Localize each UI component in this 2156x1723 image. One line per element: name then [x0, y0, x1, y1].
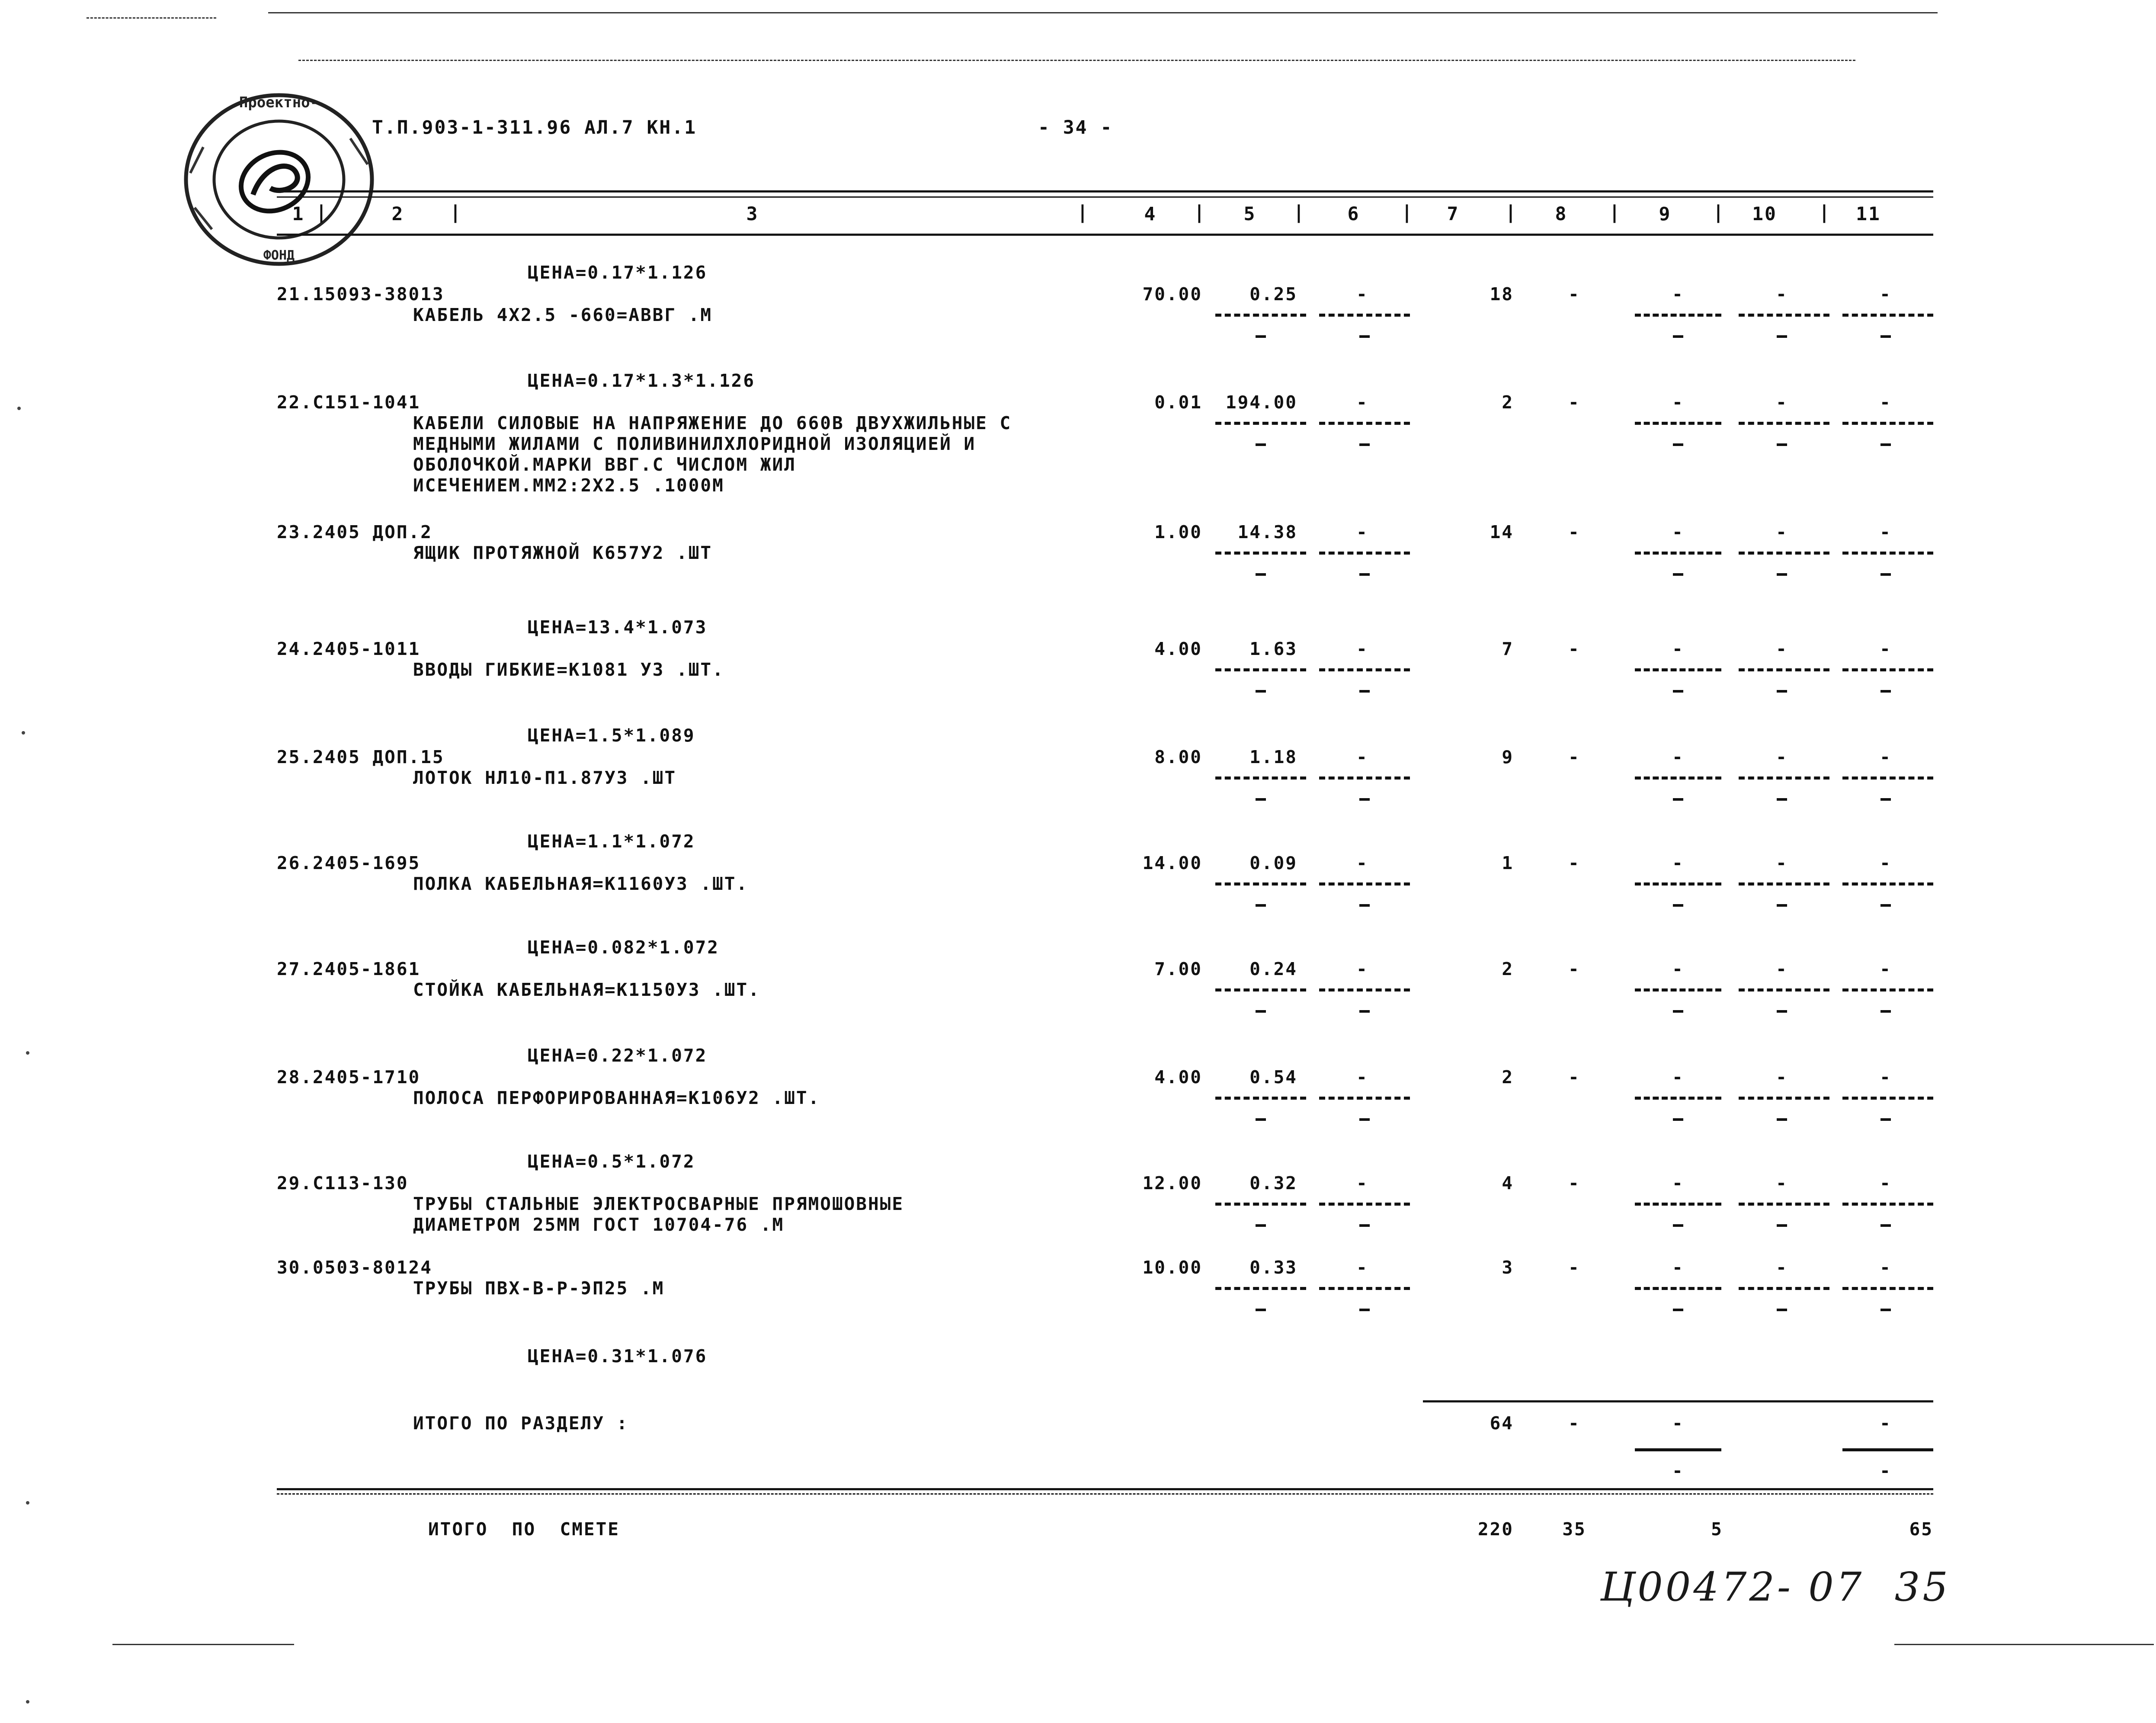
entry-sub-dash-5	[1256, 1309, 1266, 1311]
entry-sub-dash-5	[1256, 1224, 1266, 1227]
entry-underline	[1215, 422, 1306, 425]
entry-sub-dash-6	[1359, 335, 1370, 338]
entry-underline	[1739, 314, 1829, 317]
scan-speck	[26, 1051, 29, 1055]
section-total-underline-9	[1635, 1448, 1721, 1451]
entry-underline	[1319, 776, 1410, 780]
entry-col10: -	[1776, 284, 1788, 305]
entry-underline	[1842, 988, 1933, 991]
entry-underline	[1215, 882, 1306, 886]
entry-sub-dash-10	[1777, 335, 1787, 338]
entry-underline	[1739, 988, 1829, 991]
entry-underline	[1739, 422, 1829, 425]
col-header-7: 7	[1447, 203, 1460, 225]
entry-col10: -	[1776, 959, 1788, 979]
seal-stamp-icon	[177, 87, 381, 273]
entry-description-line: ПОЛКА КАБЕЛЬНАЯ=К1160У3 .ШТ.	[413, 873, 749, 894]
entry-sub-dash-9	[1673, 904, 1683, 907]
scan-speck	[22, 731, 25, 735]
col-header-9: 9	[1659, 203, 1672, 225]
entry-code: 30.0503-80124	[277, 1257, 432, 1278]
price-note: ЦЕНА=0.17*1.126	[528, 262, 708, 283]
price-note: ЦЕНА=0.5*1.072	[528, 1151, 695, 1172]
entry-col10: -	[1776, 853, 1788, 873]
entry-col10: -	[1776, 392, 1788, 413]
entry-underline	[1842, 1287, 1933, 1290]
estimate-total-col9: 5	[1711, 1519, 1723, 1540]
entry-sub-dash-10	[1777, 798, 1787, 801]
entry-col9: -	[1672, 522, 1684, 542]
entry-code: 23.2405 ДОП.2	[277, 522, 432, 542]
entry-unit-price: 0.24	[1249, 959, 1297, 979]
entry-unit-price: 1.63	[1249, 639, 1297, 659]
entry-description-line: КАБЕЛЬ 4Х2.5 -660=АВВГ .М	[413, 305, 713, 325]
section-total-col9: -	[1672, 1413, 1684, 1434]
price-note: ЦЕНА=0.082*1.072	[528, 937, 719, 958]
col-sep: |	[1401, 202, 1414, 223]
entry-unit-price: 0.32	[1249, 1173, 1297, 1194]
entry-code: 27.2405-1861	[277, 959, 421, 979]
entry-description-line: ИСЕЧЕНИЕМ.ММ2:2Х2.5 .1000М	[413, 475, 724, 496]
entry-sub-dash-6	[1359, 1118, 1370, 1121]
col-sep: |	[1819, 202, 1831, 223]
entry-col7: 3	[1502, 1257, 1514, 1278]
entry-col11: -	[1880, 747, 1892, 767]
entry-sub-dash-5	[1256, 798, 1266, 801]
entry-sub-dash-11	[1880, 798, 1891, 801]
entry-sub-dash-5	[1256, 1118, 1266, 1121]
trailing-price-note: ЦЕНА=0.31*1.076	[528, 1346, 708, 1367]
entry-sub-dash-10	[1777, 1224, 1787, 1227]
entry-col6: -	[1356, 392, 1368, 413]
entry-col8: -	[1568, 853, 1580, 873]
entry-unit-price: 0.09	[1249, 853, 1297, 873]
entry-col11: -	[1880, 1257, 1892, 1278]
entry-underline	[1319, 668, 1410, 671]
entry-sub-dash-11	[1880, 335, 1891, 338]
entry-col11: -	[1880, 639, 1892, 659]
entry-underline	[1842, 422, 1933, 425]
entry-underline	[1842, 552, 1933, 555]
entry-col7: 14	[1490, 522, 1514, 542]
price-note: ЦЕНА=1.5*1.089	[528, 725, 695, 746]
entry-sub-dash-6	[1359, 573, 1370, 576]
col-header-8: 8	[1555, 203, 1568, 225]
entry-sub-dash-9	[1673, 1224, 1683, 1227]
page-number: - 34 -	[1038, 117, 1113, 138]
entry-sub-dash-5	[1256, 1010, 1266, 1013]
scan-line-bottom-left	[112, 1644, 294, 1645]
entry-underline	[1635, 1203, 1721, 1206]
entry-qty: 10.00	[1142, 1257, 1202, 1278]
entry-underline	[1215, 776, 1306, 780]
entry-sub-dash-6	[1359, 1010, 1370, 1013]
entry-underline	[1739, 1287, 1829, 1290]
section-total-col8: -	[1568, 1413, 1580, 1434]
entry-underline	[1635, 988, 1721, 991]
entry-qty: 70.00	[1142, 284, 1202, 305]
scan-line-left-corner	[86, 17, 216, 19]
entry-underline	[1635, 552, 1721, 555]
price-note: ЦЕНА=1.1*1.072	[528, 831, 695, 852]
col-header-6: 6	[1347, 203, 1360, 225]
entry-sub-dash-10	[1777, 1010, 1787, 1013]
section-total-rule	[1423, 1400, 1933, 1402]
entry-code: 24.2405-1011	[277, 639, 421, 659]
scan-line-top	[268, 12, 1938, 13]
entry-col9: -	[1672, 853, 1684, 873]
entry-underline	[1739, 668, 1829, 671]
entry-code: 26.2405-1695	[277, 853, 421, 873]
scan-line-top-2	[298, 60, 1855, 61]
section-total-col9-sub: -	[1672, 1460, 1684, 1481]
entry-col11: -	[1880, 392, 1892, 413]
entry-sub-dash-9	[1673, 1118, 1683, 1121]
entry-underline	[1842, 314, 1933, 317]
entry-sub-dash-11	[1880, 1309, 1891, 1311]
entry-sub-dash-6	[1359, 1309, 1370, 1311]
entry-underline	[1635, 422, 1721, 425]
estimate-total-rule	[277, 1488, 1933, 1490]
entry-col6: -	[1356, 1067, 1368, 1088]
entry-underline	[1739, 1203, 1829, 1206]
entry-col6: -	[1356, 959, 1368, 979]
section-total-label: ИТОГО ПО РАЗДЕЛУ :	[413, 1413, 629, 1434]
entry-qty: 7.00	[1154, 959, 1202, 979]
entry-col11: -	[1880, 1173, 1892, 1194]
col-header-1: 1	[292, 203, 305, 225]
entry-col11: -	[1880, 1067, 1892, 1088]
entry-underline	[1215, 1097, 1306, 1100]
entry-col6: -	[1356, 639, 1368, 659]
entry-qty: 4.00	[1154, 639, 1202, 659]
entry-sub-dash-9	[1673, 1309, 1683, 1311]
svg-text:Проектно-: Проектно-	[239, 94, 319, 111]
entry-underline	[1319, 1203, 1410, 1206]
entry-sub-dash-6	[1359, 443, 1370, 446]
scan-speck	[26, 1700, 29, 1704]
col-sep: |	[1713, 202, 1725, 223]
entry-sub-dash-10	[1777, 1118, 1787, 1121]
price-note: ЦЕНА=13.4*1.073	[528, 617, 708, 638]
entry-qty: 0.01	[1154, 392, 1202, 413]
entry-underline	[1842, 668, 1933, 671]
entry-unit-price: 0.25	[1249, 284, 1297, 305]
col-sep: |	[1609, 202, 1621, 223]
entry-sub-dash-5	[1256, 573, 1266, 576]
estimate-total-col8: 35	[1562, 1519, 1586, 1540]
entry-underline	[1842, 1097, 1933, 1100]
estimate-total-rule-2	[277, 1493, 1933, 1495]
section-total-col11-sub: -	[1880, 1460, 1892, 1481]
entry-underline	[1842, 776, 1933, 780]
entry-underline	[1635, 776, 1721, 780]
entry-code: 29.С113-130	[277, 1173, 409, 1194]
col-header-3: 3	[746, 203, 759, 225]
entry-col7: 7	[1502, 639, 1514, 659]
entry-underline	[1635, 1287, 1721, 1290]
entry-unit-price: 1.18	[1249, 747, 1297, 767]
entry-qty: 4.00	[1154, 1067, 1202, 1088]
entry-col7: 1	[1502, 853, 1514, 873]
entry-underline	[1635, 882, 1721, 886]
entry-col9: -	[1672, 1173, 1684, 1194]
entry-underline	[1319, 882, 1410, 886]
col-header-10: 10	[1752, 203, 1777, 225]
entry-underline	[1215, 1287, 1306, 1290]
entry-unit-price: 0.54	[1249, 1067, 1297, 1088]
entry-description-line: ДИАМЕТРОМ 25ММ ГОСТ 10704-76 .М	[413, 1214, 785, 1235]
entry-description-line: ТРУБЫ СТАЛЬНЫЕ ЭЛЕКТРОСВАРНЫЕ ПРЯМОШОВНЫЕ	[413, 1194, 904, 1214]
section-total-underline-11	[1842, 1448, 1933, 1451]
entry-col7: 4	[1502, 1173, 1514, 1194]
scan-speck	[26, 1501, 29, 1505]
entry-sub-dash-9	[1673, 798, 1683, 801]
entry-col9: -	[1672, 959, 1684, 979]
entry-sub-dash-11	[1880, 573, 1891, 576]
entry-sub-dash-11	[1880, 1224, 1891, 1227]
price-note: ЦЕНА=0.17*1.3*1.126	[528, 370, 755, 391]
entry-underline	[1319, 552, 1410, 555]
entry-sub-dash-6	[1359, 1224, 1370, 1227]
entry-col7: 9	[1502, 747, 1514, 767]
estimate-total-col11: 65	[1909, 1519, 1933, 1540]
entry-underline	[1215, 988, 1306, 991]
col-header-2: 2	[391, 203, 404, 225]
entry-col8: -	[1568, 639, 1580, 659]
entry-col8: -	[1568, 1257, 1580, 1278]
entry-col8: -	[1568, 522, 1580, 542]
entry-col6: -	[1356, 747, 1368, 767]
entry-col11: -	[1880, 284, 1892, 305]
entry-col9: -	[1672, 1257, 1684, 1278]
entry-sub-dash-6	[1359, 904, 1370, 907]
scan-speck	[17, 407, 21, 410]
entry-col7: 2	[1502, 392, 1514, 413]
col-header-4: 4	[1144, 203, 1157, 225]
entry-col9: -	[1672, 747, 1684, 767]
entry-qty: 8.00	[1154, 747, 1202, 767]
entry-sub-dash-11	[1880, 1010, 1891, 1013]
entry-col9: -	[1672, 1067, 1684, 1088]
entry-sub-dash-10	[1777, 443, 1787, 446]
entry-sub-dash-10	[1777, 690, 1787, 693]
entry-sub-dash-10	[1777, 573, 1787, 576]
entry-col6: -	[1356, 522, 1368, 542]
entry-description-line: ЯЩИК ПРОТЯЖНОЙ К657У2 .ШТ	[413, 542, 713, 563]
table-header-bottom-rule	[277, 234, 1933, 236]
entry-description-line: ВВОДЫ ГИБКИЕ=К1081 У3 .ШТ.	[413, 659, 724, 680]
col-sep: |	[316, 202, 328, 223]
entry-col10: -	[1776, 522, 1788, 542]
entry-sub-dash-9	[1673, 690, 1683, 693]
entry-sub-dash-5	[1256, 443, 1266, 446]
entry-col6: -	[1356, 1257, 1368, 1278]
entry-sub-dash-11	[1880, 1118, 1891, 1121]
col-sep: |	[1505, 202, 1518, 223]
estimate-total-label: ИТОГО ПО СМЕТЕ	[428, 1519, 620, 1540]
entry-col10: -	[1776, 1173, 1788, 1194]
entry-col6: -	[1356, 284, 1368, 305]
entry-col11: -	[1880, 522, 1892, 542]
entry-sub-dash-6	[1359, 798, 1370, 801]
entry-underline	[1319, 988, 1410, 991]
entry-underline	[1739, 882, 1829, 886]
entry-underline	[1319, 314, 1410, 317]
entry-col8: -	[1568, 392, 1580, 413]
entry-underline	[1319, 422, 1410, 425]
entry-col8: -	[1568, 284, 1580, 305]
section-total-col11: -	[1880, 1413, 1892, 1434]
entry-code: 21.15093-38013	[277, 284, 445, 305]
handwritten-archive-code: Ц00472- 07 35	[1600, 1564, 1951, 1610]
entry-col11: -	[1880, 959, 1892, 979]
entry-sub-dash-11	[1880, 904, 1891, 907]
entry-description-line: МЕДНЫМИ ЖИЛАМИ С ПОЛИВИНИЛХЛОРИДНОЙ ИЗОЛЯЦИЕЙ И	[413, 433, 976, 454]
col-sep: |	[1194, 202, 1206, 223]
section-total-col7: 64	[1490, 1413, 1514, 1434]
entry-qty: 14.00	[1142, 853, 1202, 873]
entry-underline	[1842, 1203, 1933, 1206]
entry-sub-dash-11	[1880, 443, 1891, 446]
entry-qty: 1.00	[1154, 522, 1202, 542]
estimate-total-col7: 220	[1477, 1519, 1514, 1540]
entry-description-line: ПОЛОСА ПЕРФОРИРОВАННАЯ=К106У2 .ШТ.	[413, 1088, 820, 1108]
entry-sub-dash-11	[1880, 690, 1891, 693]
table-header-top-rule-2	[277, 196, 1933, 198]
price-note: ЦЕНА=0.22*1.072	[528, 1045, 708, 1066]
entry-underline	[1215, 1203, 1306, 1206]
entry-col8: -	[1568, 747, 1580, 767]
entry-underline	[1739, 776, 1829, 780]
entry-col8: -	[1568, 959, 1580, 979]
col-header-11: 11	[1856, 203, 1881, 225]
entry-unit-price: 14.38	[1237, 522, 1297, 542]
entry-col6: -	[1356, 1173, 1368, 1194]
entry-sub-dash-9	[1673, 573, 1683, 576]
entry-col11: -	[1880, 853, 1892, 873]
entry-col7: 2	[1502, 1067, 1514, 1088]
entry-underline	[1319, 1287, 1410, 1290]
entry-sub-dash-9	[1673, 335, 1683, 338]
document-reference: Т.П.903-1-311.96 АЛ.7 КН.1	[372, 117, 697, 138]
col-header-5: 5	[1243, 203, 1256, 225]
entry-qty: 12.00	[1142, 1173, 1202, 1194]
entry-underline	[1215, 668, 1306, 671]
entry-sub-dash-9	[1673, 443, 1683, 446]
entry-col8: -	[1568, 1173, 1580, 1194]
entry-col9: -	[1672, 392, 1684, 413]
table-header-top-rule	[277, 190, 1933, 193]
entry-col10: -	[1776, 1257, 1788, 1278]
entry-unit-price: 0.33	[1249, 1257, 1297, 1278]
entry-col10: -	[1776, 747, 1788, 767]
entry-col7: 2	[1502, 959, 1514, 979]
entry-underline	[1635, 314, 1721, 317]
entry-underline	[1842, 882, 1933, 886]
scan-line-bottom-right	[1894, 1644, 2154, 1645]
entry-sub-dash-10	[1777, 904, 1787, 907]
entry-code: 25.2405 ДОП.15	[277, 747, 445, 767]
col-sep: |	[1293, 202, 1306, 223]
entry-sub-dash-6	[1359, 690, 1370, 693]
entry-underline	[1635, 668, 1721, 671]
entry-sub-dash-10	[1777, 1309, 1787, 1311]
entry-col9: -	[1672, 639, 1684, 659]
entry-sub-dash-5	[1256, 904, 1266, 907]
entry-col9: -	[1672, 284, 1684, 305]
entry-description-line: КАБЕЛИ СИЛОВЫЕ НА НАПРЯЖЕНИЕ ДО 660В ДВУХЖИЛЬНЫЕ С	[413, 413, 1012, 433]
entry-description-line: ОБОЛОЧКОЙ.МАРКИ ВВГ.С ЧИСЛОМ ЖИЛ	[413, 454, 796, 475]
col-sep: |	[450, 202, 462, 223]
entry-col10: -	[1776, 1067, 1788, 1088]
entry-sub-dash-5	[1256, 335, 1266, 338]
col-sep: |	[1077, 202, 1089, 223]
entry-unit-price: 194.00	[1225, 392, 1297, 413]
entry-col10: -	[1776, 639, 1788, 659]
entry-underline	[1635, 1097, 1721, 1100]
svg-text:ФОНД: ФОНД	[263, 248, 295, 263]
entry-underline	[1215, 314, 1306, 317]
entry-description-line: СТОЙКА КАБЕЛЬНАЯ=К1150У3 .ШТ.	[413, 979, 760, 1000]
entry-code: 22.С151-1041	[277, 392, 421, 413]
entry-sub-dash-5	[1256, 690, 1266, 693]
entry-description-line: ТРУБЫ ПВХ-В-Р-ЭП25 .М	[413, 1278, 665, 1299]
entry-col6: -	[1356, 853, 1368, 873]
entry-sub-dash-9	[1673, 1010, 1683, 1013]
entry-underline	[1739, 1097, 1829, 1100]
entry-code: 28.2405-1710	[277, 1067, 421, 1088]
entry-col8: -	[1568, 1067, 1580, 1088]
entry-col7: 18	[1490, 284, 1514, 305]
entry-underline	[1215, 552, 1306, 555]
entry-underline	[1739, 552, 1829, 555]
entry-description-line: ЛОТОК НЛ10-П1.87У3 .ШТ	[413, 767, 677, 788]
entry-underline	[1319, 1097, 1410, 1100]
